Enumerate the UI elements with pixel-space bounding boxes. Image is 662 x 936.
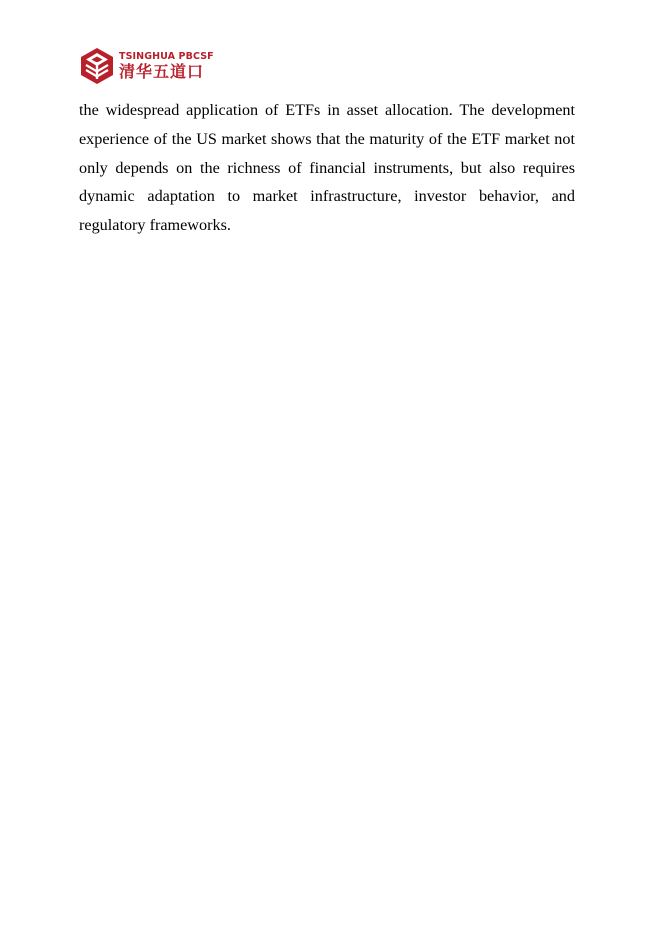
logo-text bbox=[119, 51, 214, 81]
logo-english-name: TSINGHUA PBCSF bbox=[119, 51, 214, 62]
body-paragraph: the widespread application of ETFs in asset allocation. The development experience of the US market shows that the maturity of the ETF market not only depends on the richness of financial instruments, but also requires dynamic adaptation to market infrastructure, investor behavior, and regulatory frameworks. bbox=[79, 101, 575, 235]
logo-chinese-name: 清华五道口 bbox=[119, 62, 205, 81]
tsinghua-pbcsf-emblem-icon bbox=[80, 48, 114, 84]
header-logo bbox=[80, 47, 220, 85]
